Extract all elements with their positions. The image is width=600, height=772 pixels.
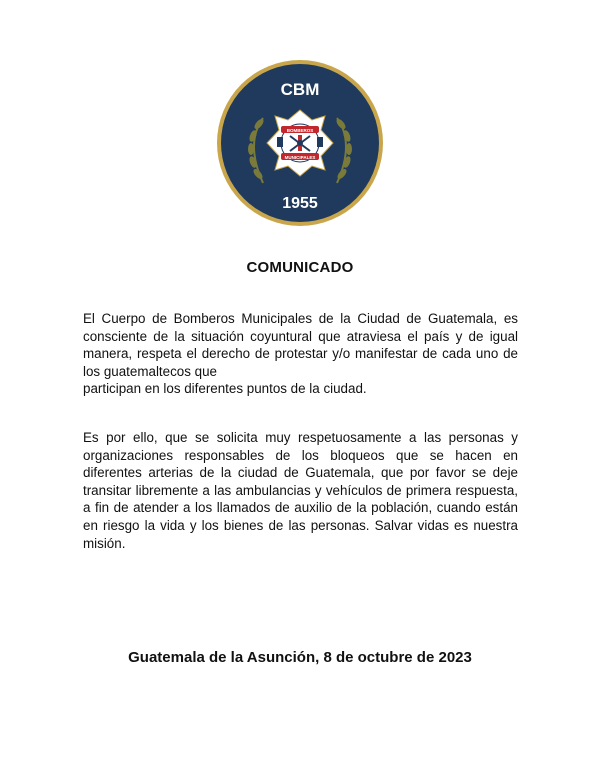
logo-badge-lower: MUNICIPALES xyxy=(284,155,316,160)
logo-year: 1955 xyxy=(282,195,318,212)
logo-top-text: CBM xyxy=(280,80,320,99)
document-footer-date: Guatemala de la Asunción, 8 de octubre de 2023 xyxy=(128,649,472,666)
paragraph-2: Es por ello, que se solicita muy respetuosamente a las personas y organizaciones responsables de los bloqueos que se hacen en diferentes arterias de la ciudad de Guatemala, que por favor se deje transitar libremente a las ambulancias y vehículos de primera respuesta, a fin de atender a los llamados de auxilio de la población, cuando están en riesgo la vida y los bienes de las personas. Salvar vidas es nuestra misión. xyxy=(83,430,518,551)
logo-badge-upper: BOMBEROS xyxy=(286,128,314,133)
document-heading: COMUNICADO xyxy=(246,259,354,276)
paragraph-1-last-line: participan en los diferentes puntos de la ciudad. xyxy=(83,381,367,397)
paragraph-1-body: El Cuerpo de Bomberos Municipales de la Ciudad de Guatemala, es consciente de la situación coyuntural que atraviesa el país y de igual manera, respeta el derecho de protestar y/o manifestar de cada uno de los guatemaltecos que xyxy=(83,311,518,379)
paragraph-1 xyxy=(83,310,518,398)
cbm-logo-emblem xyxy=(215,58,385,228)
maltese-cross-icon xyxy=(267,110,333,176)
